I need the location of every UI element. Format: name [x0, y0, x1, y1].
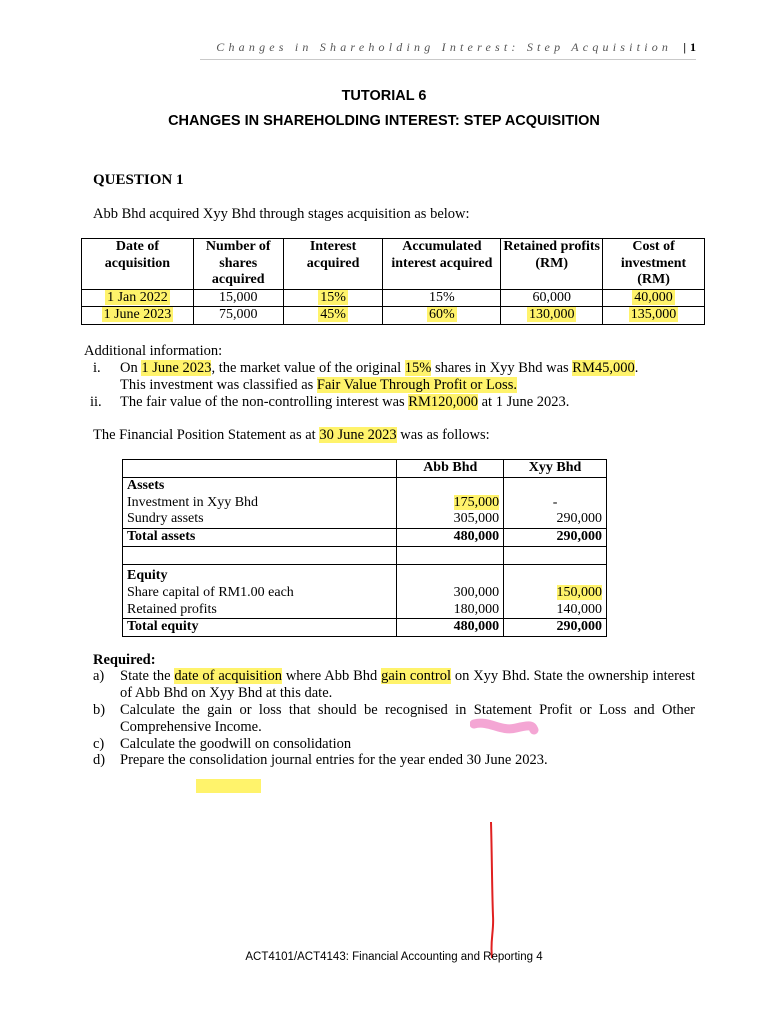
highlight-value: RM45,000	[572, 360, 635, 376]
pink-highlighter-mark	[470, 710, 540, 742]
financial-position-intro: The Financial Position Statement as at 30 June 2023 was as follows:	[93, 427, 490, 443]
additional-info-heading: Additional information:	[84, 343, 223, 359]
equity-heading: Equity	[123, 564, 397, 584]
required-item-d: d) Prepare the consolidation journal entries for the year ended 30 June 2023.	[93, 752, 548, 768]
cell-cost: 135,000	[630, 307, 677, 322]
red-pen-mark	[486, 820, 498, 960]
acquisition-table-header	[82, 239, 705, 290]
highlight-date-of-acquisition: date of acquisition	[174, 668, 282, 684]
header-retained: Retained profits (RM)	[501, 239, 603, 290]
highlight-investment: 175,000	[453, 494, 500, 510]
table-row: Investment in Xyy Bhd 175,000 -	[123, 495, 607, 512]
highlight-gain-control: gain control	[381, 668, 452, 684]
header-cost: Cost of investment (RM)	[603, 239, 705, 290]
table-row	[123, 477, 607, 494]
highlight-fvtpl: Fair Value Through Profit or Loss.	[316, 377, 517, 393]
cell-accumulated: 15%	[383, 289, 501, 307]
cell-interest: 15%	[320, 289, 346, 305]
cell-retained: 130,000	[528, 307, 575, 322]
info-item-label: i.	[93, 360, 101, 376]
info-item-2: The fair value of the non-controlling interest was RM120,000 at 1 June 2023.	[120, 394, 570, 410]
table-row: Total assets 480,000 290,000	[123, 529, 607, 547]
required-item-c: c) Calculate the goodwill on consolidation	[93, 736, 352, 752]
required-heading: Required:	[93, 652, 156, 668]
header-rule	[200, 59, 696, 60]
header-interest: Interest acquired	[283, 239, 383, 290]
col-xyy: Xyy Bhd	[504, 460, 607, 478]
cell-date: 1 Jan 2022	[107, 289, 168, 305]
required-item-b: b) Calculate the gain or loss that should be recognised in Statement Profit or Loss and Other Comprehensive Income.	[93, 702, 695, 735]
acquisition-table	[81, 238, 705, 325]
tutorial-title: TUTORIAL 6	[341, 88, 427, 104]
table-row: Share capital of RM1.00 each 300,000 150,000	[123, 585, 607, 602]
highlight-fp-date: 30 June 2023	[319, 427, 397, 443]
col-abb: Abb Bhd	[397, 460, 504, 478]
table-row: Retained profits 180,000 140,000	[123, 602, 607, 619]
table-row: Total equity 480,000 290,000	[123, 619, 607, 637]
cell-retained: 60,000	[501, 289, 603, 307]
running-title: Changes in Shareholding Interest: Step Acquisition	[216, 40, 673, 54]
highlight-share-capital: 150,000	[556, 584, 602, 600]
financial-position-table	[122, 459, 607, 637]
header-accumulated: Accumulated interest acquired	[383, 239, 501, 290]
yellow-highlight-mark	[196, 779, 261, 793]
assets-heading: Assets	[123, 477, 397, 494]
table-row	[82, 307, 705, 325]
table-row	[82, 289, 705, 307]
info-item-label: ii.	[90, 394, 102, 410]
cell-shares: 15,000	[193, 289, 283, 307]
cell-date: 1 June 2023	[103, 307, 172, 322]
required-item-a: a) State the date of acquisition where Abb Bhd gain control on Xyy Bhd. State the ownership interest of Abb Bhd on Xyy Bhd at this date.	[93, 668, 696, 701]
fp-header-row	[123, 460, 607, 478]
spacer-row	[123, 546, 607, 564]
cell-accumulated: 60%	[429, 307, 455, 322]
info-item-1-cont: This investment was classified as Fair Value Through Profit or Loss.	[120, 377, 517, 393]
header-shares: Number of shares acquired	[193, 239, 283, 290]
page-footer: ACT4101/ACT4143: Financial Accounting and Reporting 4	[245, 951, 543, 963]
highlight-nci-value: RM120,000	[408, 394, 478, 410]
highlight-percent: 15%	[404, 360, 432, 376]
table-row	[123, 564, 607, 584]
question-intro: Abb Bhd acquired Xyy Bhd through stages acquisition as below:	[93, 206, 470, 222]
info-item-1: On 1 June 2023, the market value of the original 15% shares in Xyy Bhd was RM45,000.	[120, 360, 639, 376]
question-heading: QUESTION 1	[93, 172, 184, 188]
cell-interest: 45%	[320, 307, 346, 322]
running-header	[0, 40, 696, 55]
table-row: Sundry assets 305,000 290,000	[123, 511, 607, 528]
highlight-date: 1 June 2023	[141, 360, 212, 376]
header-date: Date of acquisition	[82, 239, 194, 290]
cell-cost: 40,000	[634, 289, 673, 305]
cell-shares: 75,000	[193, 307, 283, 325]
page-number: 1	[690, 40, 696, 54]
tutorial-subtitle: CHANGES IN SHAREHOLDING INTEREST: STEP ACQUISITION	[168, 113, 600, 129]
page-separator: |	[683, 40, 686, 54]
